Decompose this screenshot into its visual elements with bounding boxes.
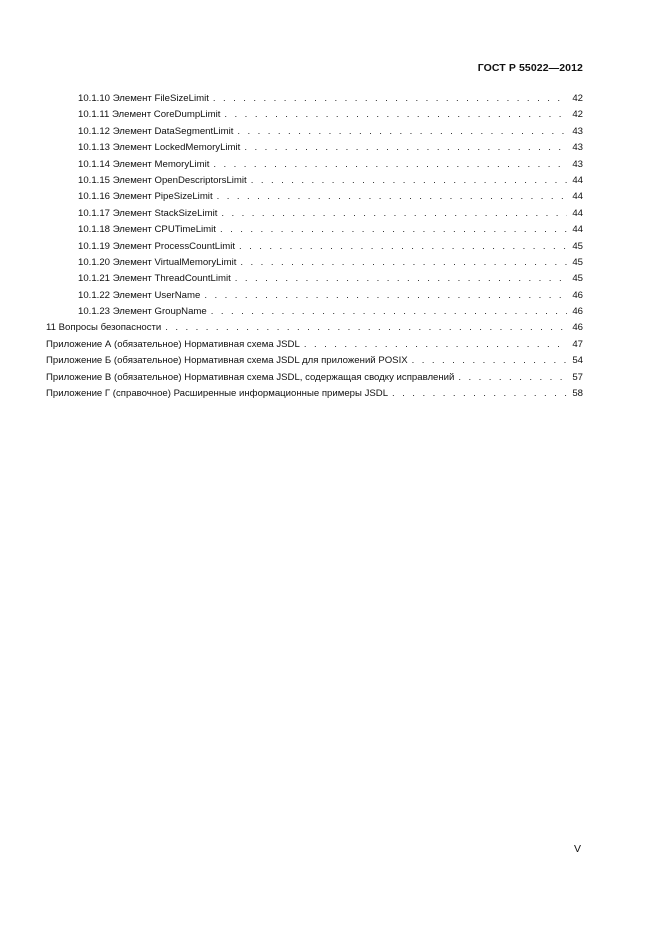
toc-entry[interactable] xyxy=(46,255,583,271)
toc-entry-number: 10.1.17 xyxy=(78,207,111,219)
toc-entry-title: Приложение В (обязательное) Нормативная схема JSDL, содержащая сводку исправлений xyxy=(46,371,455,383)
toc-entry-number: 10.1.18 xyxy=(78,224,111,236)
toc-entry-page: 47 xyxy=(572,338,583,350)
toc-entry-label xyxy=(46,386,388,402)
toc-entry-page: 46 xyxy=(572,306,583,318)
dot-leader xyxy=(221,206,567,222)
toc-entry-page: 43 xyxy=(572,142,583,154)
toc-entry-page: 43 xyxy=(572,158,583,170)
toc-entry-title: Элемент UserName xyxy=(112,289,201,301)
toc-entry-title: Приложение Г (справочное) Расширенные информационные примеры JSDL xyxy=(46,388,389,400)
toc-entry[interactable] xyxy=(46,320,583,336)
toc-entry-title: Вопросы безопасности xyxy=(58,322,162,334)
toc-entry-page: 44 xyxy=(572,207,583,219)
toc-entry-label xyxy=(78,124,233,140)
toc-entry-number: 10.1.11 xyxy=(78,109,110,121)
toc-entry[interactable] xyxy=(46,370,583,386)
toc-entry-label xyxy=(46,337,300,353)
toc-entry[interactable] xyxy=(46,239,583,255)
toc-entry-label xyxy=(78,271,231,287)
toc-entry-number: 10.1.23 xyxy=(78,306,111,318)
toc-entry-page: 45 xyxy=(572,240,583,252)
toc-entry[interactable] xyxy=(46,91,583,107)
toc-entry-page: 42 xyxy=(572,109,583,121)
toc-entry-page: 44 xyxy=(572,174,583,186)
toc-entry-title: Элемент GroupName xyxy=(112,306,207,318)
toc-entry-page: 44 xyxy=(572,224,583,236)
toc-entry-number: 11 xyxy=(46,322,56,334)
dot-leader xyxy=(211,304,567,320)
toc-entry-number: 10.1.21 xyxy=(78,273,111,285)
toc-entry-title: Элемент MemoryLimit xyxy=(112,158,210,170)
toc-entry-page: 54 xyxy=(572,355,583,367)
toc-entry-page: 58 xyxy=(572,388,583,400)
toc-entry-page: 44 xyxy=(572,191,583,203)
toc-entry-number: 10.1.22 xyxy=(78,289,111,301)
toc-entry-label xyxy=(46,370,454,386)
dot-leader xyxy=(237,124,567,140)
toc-entry-label xyxy=(78,107,220,123)
toc-entry-number: 10.1.13 xyxy=(78,142,111,154)
toc-entry-number: 10.1.16 xyxy=(78,191,111,203)
toc-entry-title: Элемент StackSizeLimit xyxy=(112,207,218,219)
toc-entry-title: Элемент FileSizeLimit xyxy=(112,93,209,104)
toc-entry-title: Приложение Б (обязательное) Нормативная схема JSDL для приложений POSIX xyxy=(46,355,408,367)
toc-entry[interactable] xyxy=(46,173,583,189)
document-header: ГОСТ Р 55022—2012 xyxy=(477,62,583,74)
dot-leader xyxy=(165,320,567,336)
dot-leader xyxy=(412,353,567,369)
toc-entry-page: 46 xyxy=(572,322,583,334)
toc-entry-label xyxy=(78,173,247,189)
toc-entry[interactable] xyxy=(46,337,583,353)
dot-leader xyxy=(213,91,567,107)
toc-entry[interactable] xyxy=(46,107,583,123)
toc-entry-page: 57 xyxy=(572,371,583,383)
toc-entry-title: Элемент ThreadCountLimit xyxy=(112,273,231,285)
dot-leader xyxy=(458,370,567,386)
toc-entry-label xyxy=(46,353,408,369)
toc-entry-label xyxy=(78,304,207,320)
toc-entry-title: Элемент ProcessCountLimit xyxy=(112,240,235,252)
toc-entry-page: 45 xyxy=(572,256,583,268)
toc-entry-page: 46 xyxy=(572,289,583,301)
toc-entry[interactable] xyxy=(46,189,583,205)
table-of-contents xyxy=(46,91,583,402)
toc-entry-label xyxy=(46,320,161,336)
dot-leader xyxy=(217,189,567,205)
toc-entry-number: 10.1.19 xyxy=(78,240,111,252)
toc-entry-label xyxy=(78,206,217,222)
toc-entry-label xyxy=(78,255,236,271)
toc-entry-label xyxy=(78,189,213,205)
dot-leader xyxy=(224,107,567,123)
dot-leader xyxy=(392,386,567,402)
toc-entry-title: Элемент CPUTimeLimit xyxy=(112,224,216,236)
toc-entry-number: 10.1.15 xyxy=(78,174,111,186)
toc-entry-number: 10.1.10 xyxy=(78,93,111,104)
toc-entry-title: Элемент LockedMemoryLimit xyxy=(112,142,241,154)
dot-leader xyxy=(304,337,567,353)
toc-entry-page: 45 xyxy=(572,273,583,285)
toc-entry[interactable] xyxy=(46,271,583,287)
dot-leader xyxy=(220,222,567,238)
toc-entry-title: Элемент DataSegmentLimit xyxy=(112,125,234,137)
toc-entry[interactable] xyxy=(46,157,583,173)
toc-entry-label xyxy=(78,157,209,173)
toc-entry-title: Приложение А (обязательное) Нормативная схема JSDL xyxy=(46,338,300,350)
toc-entry-page: 43 xyxy=(572,125,583,137)
toc-entry[interactable] xyxy=(46,124,583,140)
dot-leader xyxy=(244,140,567,156)
toc-entry-page: 42 xyxy=(572,93,583,104)
toc-entry[interactable] xyxy=(46,140,583,156)
toc-entry-title: Элемент CoreDumpLimit xyxy=(111,109,221,121)
toc-entry-label xyxy=(78,222,216,238)
toc-entry[interactable] xyxy=(46,222,583,238)
toc-entry-title: Элемент PipeSizeLimit xyxy=(112,191,213,203)
toc-entry-title: Элемент OpenDescriptorsLimit xyxy=(112,174,247,186)
dot-leader xyxy=(213,157,567,173)
dot-leader xyxy=(240,255,567,271)
toc-entry[interactable] xyxy=(46,206,583,222)
toc-entry-label xyxy=(78,288,200,304)
toc-entry-label xyxy=(78,91,209,107)
toc-entry-label xyxy=(78,140,240,156)
dot-leader xyxy=(204,288,567,304)
toc-entry[interactable] xyxy=(46,304,583,320)
toc-entry-number: 10.1.12 xyxy=(78,125,111,137)
toc-entry-title: Элемент VirtualMemoryLimit xyxy=(112,256,237,268)
dot-leader xyxy=(239,239,567,255)
toc-entry-number: 10.1.14 xyxy=(78,158,111,170)
dot-leader xyxy=(235,271,567,287)
toc-entry[interactable] xyxy=(46,288,583,304)
page-number: V xyxy=(573,843,581,855)
toc-entry-number: 10.1.20 xyxy=(78,256,111,268)
dot-leader xyxy=(251,173,567,189)
toc-entry[interactable] xyxy=(46,386,583,402)
toc-entry[interactable] xyxy=(46,353,583,369)
toc-entry-label xyxy=(78,239,235,255)
